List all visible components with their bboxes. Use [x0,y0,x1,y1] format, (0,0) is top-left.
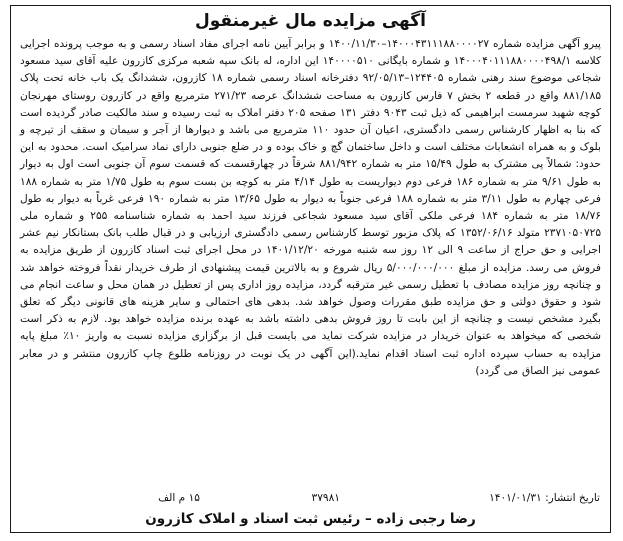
notice-body: پیرو آگهی مزایده شماره ۱۴۰۰۰۴۳۱۱۱۸۸۰۰۰۰۲۷–۱۴۰۰/۱۱/۳۰ و برابر آیین نامه اجرای مفاد اسناد رسمی و به موجب پرونده اجرایی کلاسه ۱۴۰۰۰۴۰۱۱۱۸۸۰۰۰۰۴۹۸/۱ و شماره بایگانی ۱۴۰۰۰۰۵۱۰ این اداره، له بانک سپه شعبه مرکزی کازرون علیه آقای سید مسعود شجاعی موضوع سند رهنی شماره ۱۲۴۴۰۵–۹۲/۰۵/۱۳ دفترخانه اسناد رسمی شماره ۱۸ کازرون، ششدانگ یک باب خانه تحت پلاک ۸۸۱/۱۸۵ واقع در قطعه ۲ بخش ۷ فارس کازرون به مساحت ششدانگ عرصه ۲۷۱/۲۳ مترمربع واقع در کازرون روستای مهرنجان کوچه شهید سرمست ابراهیمی که ذیل ثبت ۹۰۴۳ دفتر ۱۳۱ صفحه ۲۰۵ دفتر املاک به ثبت رسیده و سند مالکیت صادر گردیده است که بنا به اظهار کارشناس رسمی دادگستری، اعیان آن حدود ۱۱۰ مترمربع می باشد و دیوارها از آجر و سیمان و سقف از تیرچه و بلوک و به همراه انشعابات مختلف است و داخل ساختمان گچ و خاک بوده و در ضلع جنوبی دارای نماد سرامیک است. محدود به این حدود: شمالاً پی مشترک به طول ۱۵/۴۹ متر به شماره ۸۸۱/۹۴۲ شرقاً در چهارقسمت که قسمت سوم آن جنوبی است اول به دیوار به طول ۹/۶۱ متر به شماره ۱۸۶ فرعی دوم دیواریست به طول ۴/۱۴ متر به کوچه بن بست سوم به طول ۱/۷۵ متر به شماره ۱۸۸ فرعی چهارم به طول ۳/۱۱ متر به شماره ۱۸۸ فرعی جنوباً به دیوار به طول ۱۳/۶۵ متر به شماره ۱۹۰ فرعی غرباً به دیوار به طول ۱۸/۷۶ متر به شماره ۱۸۴ فرعی ملکی آقای سید مسعود شجاعی فرزند سید احمد به شماره شناسنامه ۲۵۵ و شماره ملی ۲۳۷۱۰۵۰۷۲۵ متولد ۱۳۵۲/۰۶/۱۶ که پلاک مزبور توسط کارشناس رسمی دادگستری ارزیابی و در قبال طلب بانک بستانکار نیم عشر اجرایی و حق حراج از ساعت ۹ الی ۱۲ روز سه شنبه مورخه ۱۴۰۱/۱۲/۲۰ در محل اجرای ثبت اسناد کازرون از طریق مزایده به فروش می رسد. مزایده از مبلغ ۵/۰۰۰/۰۰۰/۰۰۰ ریال شروع و به بالاترین قیمت پیشنهادی از طرف خریدار نقداً فروخته خواهد شد و چنانچه روز مزایده مصادف با تعطیل رسمی غیر مترقبه گردد، مزایده روز اداری پس از تعطیل در همان محل و ساعت انجام می شود و حقوق دولتی و حق مزایده طبق مقررات وصول خواهد شد. بدهی های احتمالی و سایر هزینه های قانونی دیگر که تعلق بگیرد مشخص نیست و چنانچه از این بابت تا روز فروش بدهی داشته باشد به عهده برنده مزایده خواهد بود. لازم به ذکر است شخصی که میخواهد به عنوان خریدار در مزایده شرکت نماید می بایست قبل از برگزاری مزایده نسبت به واریز ۱۰٪ مبلغ پایه مزایده به حساب سپرده اداره ثبت اسناد اقدام نماید.(این آگهی در یک نوبت در روزنامه طلوع چاپ کازرون منتشر و در معابر عمومی نیز الصاق می گردد) [20,38,602,377]
notice-footer [21,490,600,506]
auction-notice [10,5,611,533]
publish-date: تاریخ انتشار: ۱۴۰۱/۰۱/۳۱ [489,492,600,504]
signature-line: رضا رجبی زاده – رئیس ثبت اسناد و املاک کازرون [145,511,476,527]
notice-title: آگهی مزایده مال غیرمنقول [195,11,426,31]
notice-code: ۳۷۹۸۱ [311,492,340,504]
notice-ref: ۱۵ م الف [158,492,200,504]
